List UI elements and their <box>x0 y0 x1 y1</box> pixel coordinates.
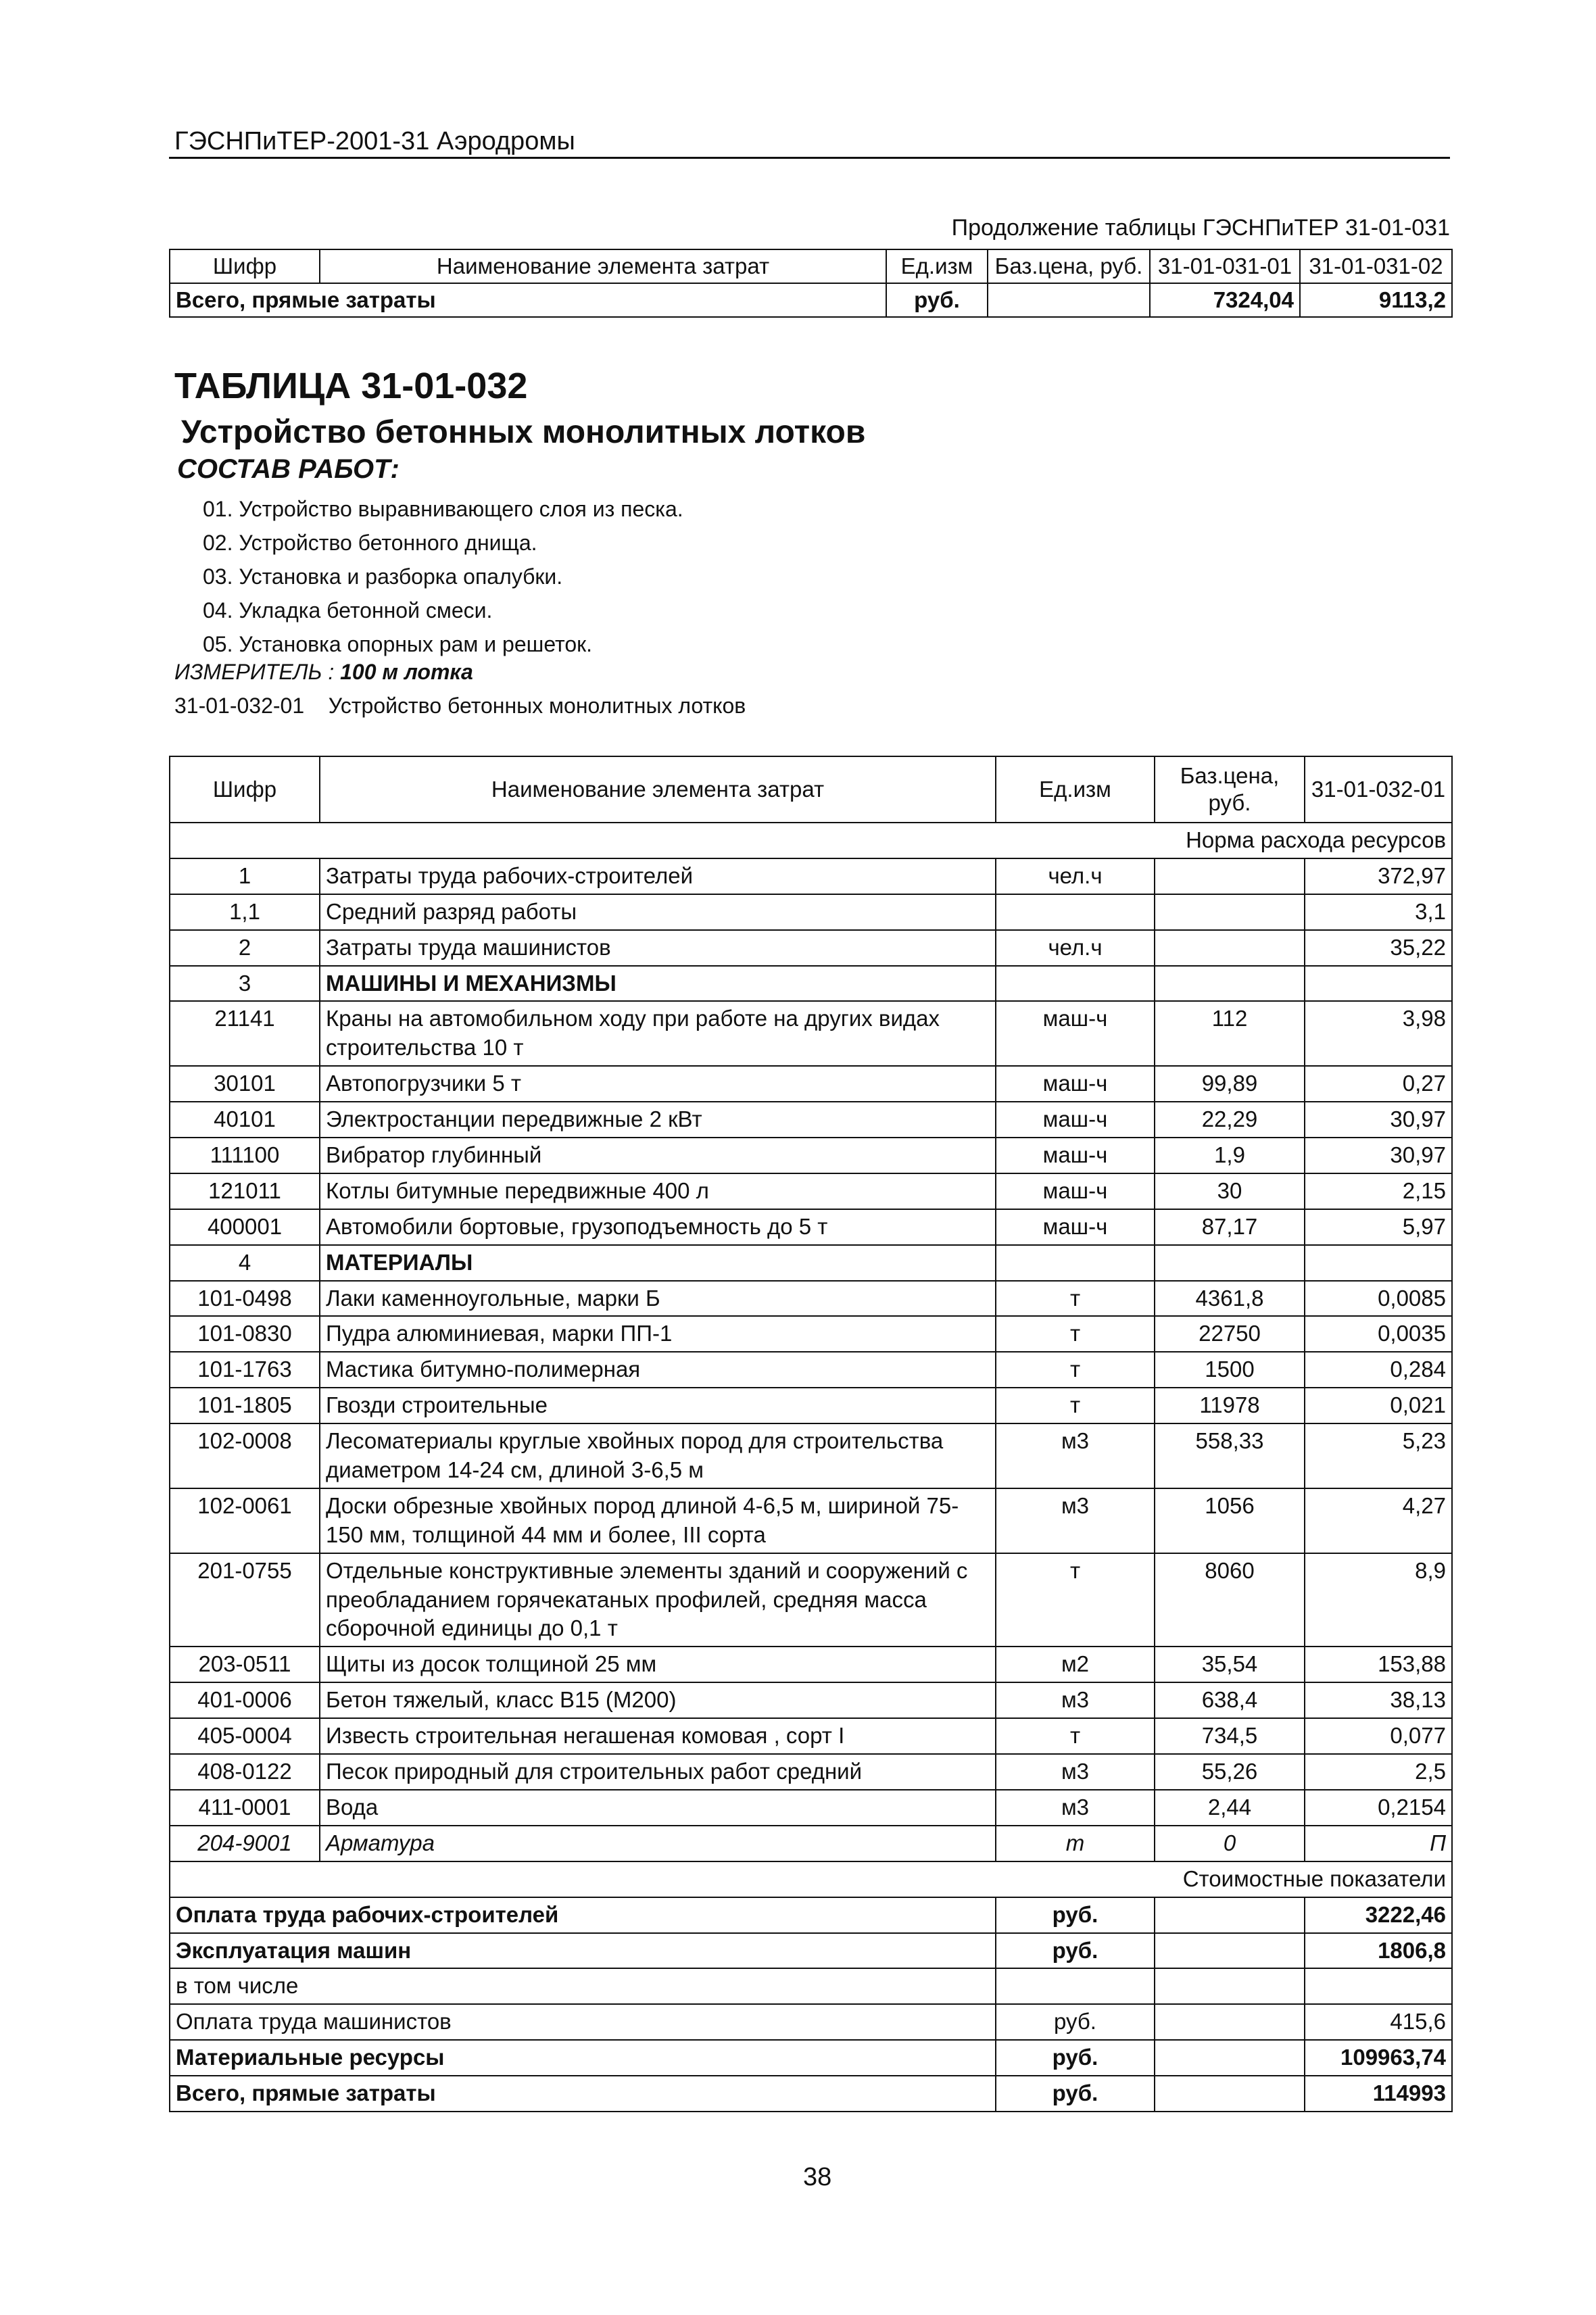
measure-line <box>174 660 473 685</box>
cost-value: 109963,74 <box>1305 2040 1452 2076</box>
cell-unit <box>996 894 1155 930</box>
table-row <box>170 1488 1452 1553</box>
table-row <box>170 1553 1452 1647</box>
work-item: 02. Устройство бетонного днища. <box>203 531 537 555</box>
resource-rows <box>170 858 1452 1861</box>
cell-unit: т <box>996 1388 1155 1423</box>
subcode-code: 31-01-032-01 <box>174 693 305 718</box>
cell-name: Песок природный для строительных работ средний <box>320 1754 996 1790</box>
table-row <box>170 1209 1452 1245</box>
cell-value: 0,0035 <box>1305 1316 1452 1352</box>
cell-price <box>1155 858 1305 894</box>
cell-code: 1,1 <box>170 894 320 930</box>
sostav-label: СОСТАВ РАБОТ: <box>177 454 400 484</box>
cell-unit: т <box>996 1281 1155 1317</box>
cell-code: 101-0498 <box>170 1281 320 1317</box>
cell-code: 400001 <box>170 1209 320 1245</box>
cell-value: 35,22 <box>1305 930 1452 966</box>
cell-unit: маш-ч <box>996 1138 1155 1173</box>
cell-code: 30101 <box>170 1066 320 1102</box>
cost-price <box>1155 1897 1305 1933</box>
cell-value: 372,97 <box>1305 858 1452 894</box>
cell-price: 1,9 <box>1155 1138 1305 1173</box>
cell-unit: т <box>996 1352 1155 1388</box>
cell-unit: чел.ч <box>996 930 1155 966</box>
cell-price <box>1155 930 1305 966</box>
work-item: 01. Устройство выравнивающего слоя из песка. <box>203 497 683 521</box>
cell-unit: т <box>996 1553 1155 1647</box>
cell-value: 30,97 <box>1305 1102 1452 1138</box>
cell-value: 0,0085 <box>1305 1281 1452 1317</box>
cost-unit: руб. <box>996 2076 1155 2112</box>
subcode-name: Устройство бетонных монолитных лотков <box>328 693 746 718</box>
cell-code: 201-0755 <box>170 1553 320 1647</box>
cell-code: 203-0511 <box>170 1647 320 1682</box>
table-title: ТАБЛИЦА 31-01-032 <box>174 366 528 406</box>
cell-value: 2,5 <box>1305 1754 1452 1790</box>
cell-value: 0,2154 <box>1305 1790 1452 1826</box>
cell-name: МАШИНЫ И МЕХАНИЗМЫ <box>320 966 996 1002</box>
cell-name: Вибратор глубинный <box>320 1138 996 1173</box>
cell-value: 0,284 <box>1305 1352 1452 1388</box>
cost-row <box>170 1933 1452 1969</box>
cost-row <box>170 1897 1452 1933</box>
cell-unit: т <box>996 1316 1155 1352</box>
cost-row <box>170 2040 1452 2076</box>
cost-row <box>170 1968 1452 2004</box>
cell-unit: м3 <box>996 1488 1155 1553</box>
table-row <box>170 1102 1452 1138</box>
main-table <box>169 756 1453 2112</box>
cell-value: 30,97 <box>1305 1138 1452 1173</box>
cell-code: 121011 <box>170 1173 320 1209</box>
table-row <box>170 1281 1452 1317</box>
cell-code: 204-9001 <box>170 1826 320 1861</box>
cell-value: 5,23 <box>1305 1423 1452 1488</box>
work-item: 04. Укладка бетонной смеси. <box>203 598 493 623</box>
table-row <box>170 1316 1452 1352</box>
cost-label: Оплата труда рабочих-строителей <box>170 1897 996 1933</box>
cell-price: 11978 <box>1155 1388 1305 1423</box>
cell-name: Пудра алюминиевая, марки ПП-1 <box>320 1316 996 1352</box>
cell-value: 3,1 <box>1305 894 1452 930</box>
cell-value: 153,88 <box>1305 1647 1452 1682</box>
cost-price <box>1155 1933 1305 1969</box>
cost-header: Стоимостные показатели <box>170 1861 1452 1897</box>
main-col-value: 31-01-032-01 <box>1305 756 1452 823</box>
cell-price: 35,54 <box>1155 1647 1305 1682</box>
cell-price: 22750 <box>1155 1316 1305 1352</box>
cost-value: 1806,8 <box>1305 1933 1452 1969</box>
main-col-unit: Ед.изм <box>996 756 1155 823</box>
cell-unit: маш-ч <box>996 1066 1155 1102</box>
cell-name: Щиты из досок толщиной 25 мм <box>320 1647 996 1682</box>
cell-name: Арматура <box>320 1826 996 1861</box>
cost-unit: руб. <box>996 2004 1155 2040</box>
cell-unit <box>996 1245 1155 1281</box>
norm-header: Норма расхода ресурсов <box>170 823 1452 858</box>
cell-price: 99,89 <box>1155 1066 1305 1102</box>
cell-name: Гвозди строительные <box>320 1388 996 1423</box>
cell-unit: т <box>996 1718 1155 1754</box>
cell-price: 112 <box>1155 1001 1305 1066</box>
total-unit: руб. <box>886 283 988 317</box>
cell-price: 87,17 <box>1155 1209 1305 1245</box>
cell-unit: маш-ч <box>996 1001 1155 1066</box>
cell-value: 5,97 <box>1305 1209 1452 1245</box>
cell-price: 1056 <box>1155 1488 1305 1553</box>
cell-value: 0,021 <box>1305 1388 1452 1423</box>
cell-code: 111100 <box>170 1138 320 1173</box>
table-row <box>170 1173 1452 1209</box>
table-row <box>170 1718 1452 1754</box>
cell-code: 101-0830 <box>170 1316 320 1352</box>
cell-value: 3,98 <box>1305 1001 1452 1066</box>
cost-price <box>1155 2040 1305 2076</box>
table-row <box>170 1647 1452 1682</box>
cell-name: Бетон тяжелый, класс В15 (М200) <box>320 1682 996 1718</box>
subcode-line <box>174 693 746 718</box>
table-row <box>170 1423 1452 1488</box>
cell-price: 55,26 <box>1155 1754 1305 1790</box>
works-list <box>203 492 683 661</box>
main-col-code: Шифр <box>170 756 320 823</box>
continuation-title: Продолжение таблицы ГЭСНПиТЕР 31-01-031 <box>951 215 1450 241</box>
table-row <box>170 1682 1452 1718</box>
table-row <box>170 1826 1452 1861</box>
cell-code: 40101 <box>170 1102 320 1138</box>
cell-price <box>1155 966 1305 1002</box>
cost-unit <box>996 1968 1155 2004</box>
cell-code: 4 <box>170 1245 320 1281</box>
table-row <box>170 966 1452 1002</box>
cost-price <box>1155 2004 1305 2040</box>
cell-unit: т <box>996 1826 1155 1861</box>
cell-code: 411-0001 <box>170 1790 320 1826</box>
cell-price <box>1155 1245 1305 1281</box>
continuation-header-row <box>170 249 1452 283</box>
cell-name: Отдельные конструктивные элементы зданий и сооружений с преобладанием горячекатаных профилей, средняя масса сборочной единицы до 0,1 т <box>320 1553 996 1647</box>
cell-price: 638,4 <box>1155 1682 1305 1718</box>
cost-header-row <box>170 1861 1452 1897</box>
cell-price: 734,5 <box>1155 1718 1305 1754</box>
cell-price: 30 <box>1155 1173 1305 1209</box>
cell-name: Автопогрузчики 5 т <box>320 1066 996 1102</box>
cell-price: 1500 <box>1155 1352 1305 1388</box>
main-header-row <box>170 756 1452 823</box>
cell-code: 21141 <box>170 1001 320 1066</box>
cost-label: Всего, прямые затраты <box>170 2076 996 2112</box>
cell-value <box>1305 1245 1452 1281</box>
col-unit: Ед.изм <box>886 249 988 283</box>
cell-price: 558,33 <box>1155 1423 1305 1488</box>
cell-code: 401-0006 <box>170 1682 320 1718</box>
main-col-name: Наименование элемента затрат <box>320 756 996 823</box>
continuation-table <box>169 249 1453 318</box>
cell-price <box>1155 894 1305 930</box>
cell-unit: м3 <box>996 1754 1155 1790</box>
cell-name: Средний разряд работы <box>320 894 996 930</box>
total-value-2: 9113,2 <box>1300 283 1452 317</box>
cell-value: 8,9 <box>1305 1553 1452 1647</box>
cell-unit: м2 <box>996 1647 1155 1682</box>
cell-price: 2,44 <box>1155 1790 1305 1826</box>
cell-name: Затраты труда машинистов <box>320 930 996 966</box>
table-subtitle: Устройство бетонных монолитных лотков <box>181 414 866 450</box>
cell-value: 38,13 <box>1305 1682 1452 1718</box>
table-row <box>170 1001 1452 1066</box>
cell-code: 102-0008 <box>170 1423 320 1488</box>
cost-label: Оплата труда машинистов <box>170 2004 996 2040</box>
cell-unit: чел.ч <box>996 858 1155 894</box>
cost-value <box>1305 1968 1452 2004</box>
table-row <box>170 1790 1452 1826</box>
cell-value <box>1305 966 1452 1002</box>
table-row <box>170 1754 1452 1790</box>
cell-code: 3 <box>170 966 320 1002</box>
cell-unit: маш-ч <box>996 1173 1155 1209</box>
cell-name: Затраты труда рабочих-строителей <box>320 858 996 894</box>
cell-code: 1 <box>170 858 320 894</box>
cell-name: Краны на автомобильном ходу при работе на других видах строительства 10 т <box>320 1001 996 1066</box>
cell-code: 2 <box>170 930 320 966</box>
total-price <box>988 283 1150 317</box>
cell-name: Лаки каменноугольные, марки Б <box>320 1281 996 1317</box>
cell-unit: м3 <box>996 1423 1155 1488</box>
cell-unit <box>996 966 1155 1002</box>
measure-label: ИЗМЕРИТЕЛЬ : <box>174 660 335 684</box>
cell-unit: м3 <box>996 1682 1155 1718</box>
cell-unit: м3 <box>996 1790 1155 1826</box>
table-row <box>170 858 1452 894</box>
main-col-price: Баз.цена, руб. <box>1155 756 1305 823</box>
cost-value: 415,6 <box>1305 2004 1452 2040</box>
cost-label: в том числе <box>170 1968 996 2004</box>
cell-name: Доски обрезные хвойных пород длиной 4-6,5 м, шириной 75-150 мм, толщиной 44 мм и более, III сорта <box>320 1488 996 1553</box>
cost-rows <box>170 1897 1452 2112</box>
cell-code: 101-1805 <box>170 1388 320 1423</box>
cell-value: 2,15 <box>1305 1173 1452 1209</box>
table-row <box>170 1245 1452 1281</box>
cell-name: Известь строительная негашеная комовая , сорт I <box>320 1718 996 1754</box>
cell-price: 8060 <box>1155 1553 1305 1647</box>
page-header: ГЭСНПиТЕР-2001-31 Аэродромы <box>174 127 575 155</box>
cell-price: 0 <box>1155 1826 1305 1861</box>
col-code: Шифр <box>170 249 320 283</box>
total-value-1: 7324,04 <box>1150 283 1300 317</box>
cell-code: 405-0004 <box>170 1718 320 1754</box>
cell-price: 4361,8 <box>1155 1281 1305 1317</box>
cost-row <box>170 2004 1452 2040</box>
cell-code: 102-0061 <box>170 1488 320 1553</box>
cell-name: Электростанции передвижные 2 кВт <box>320 1102 996 1138</box>
cell-value: П <box>1305 1826 1452 1861</box>
cell-name: Автомобили бортовые, грузоподъемность до 5 т <box>320 1209 996 1245</box>
cost-unit: руб. <box>996 1897 1155 1933</box>
table-row <box>170 1138 1452 1173</box>
col-name: Наименование элемента затрат <box>320 249 886 283</box>
cost-row <box>170 2076 1452 2112</box>
table-row <box>170 930 1452 966</box>
cell-value: 0,27 <box>1305 1066 1452 1102</box>
measure-value: 100 м лотка <box>340 660 473 684</box>
cost-price <box>1155 2076 1305 2112</box>
col-031-02: 31-01-031-02 <box>1300 249 1452 283</box>
table-row <box>170 1066 1452 1102</box>
col-031-01: 31-01-031-01 <box>1150 249 1300 283</box>
cell-code: 101-1763 <box>170 1352 320 1388</box>
cell-name: Котлы битумные передвижные 400 л <box>320 1173 996 1209</box>
cell-unit: маш-ч <box>996 1102 1155 1138</box>
table-row <box>170 894 1452 930</box>
page-number: 38 <box>803 2163 832 2191</box>
table-row <box>170 1352 1452 1388</box>
total-label: Всего, прямые затраты <box>170 283 886 317</box>
work-item: 05. Установка опорных рам и решеток. <box>203 632 593 656</box>
cell-price: 22,29 <box>1155 1102 1305 1138</box>
cell-value: 4,27 <box>1305 1488 1452 1553</box>
cell-name: Вода <box>320 1790 996 1826</box>
cost-label: Эксплуатация машин <box>170 1933 996 1969</box>
cell-name: МАТЕРИАЛЫ <box>320 1245 996 1281</box>
cell-code: 408-0122 <box>170 1754 320 1790</box>
header-rule <box>169 157 1450 159</box>
norm-header-row <box>170 823 1452 858</box>
cell-name: Мастика битумно-полимерная <box>320 1352 996 1388</box>
cost-unit: руб. <box>996 2040 1155 2076</box>
continuation-total-row <box>170 283 1452 317</box>
work-item: 03. Установка и разборка опалубки. <box>203 564 563 589</box>
cost-price <box>1155 1968 1305 2004</box>
cost-label: Материальные ресурсы <box>170 2040 996 2076</box>
cell-value: 0,077 <box>1305 1718 1452 1754</box>
col-price: Баз.цена, руб. <box>988 249 1150 283</box>
cell-name: Лесоматериалы круглые хвойных пород для строительства диаметром 14-24 см, длиной 3-6,5 м <box>320 1423 996 1488</box>
table-row <box>170 1388 1452 1423</box>
cost-value: 3222,46 <box>1305 1897 1452 1933</box>
cell-unit: маш-ч <box>996 1209 1155 1245</box>
cost-value: 114993 <box>1305 2076 1452 2112</box>
cost-unit: руб. <box>996 1933 1155 1969</box>
